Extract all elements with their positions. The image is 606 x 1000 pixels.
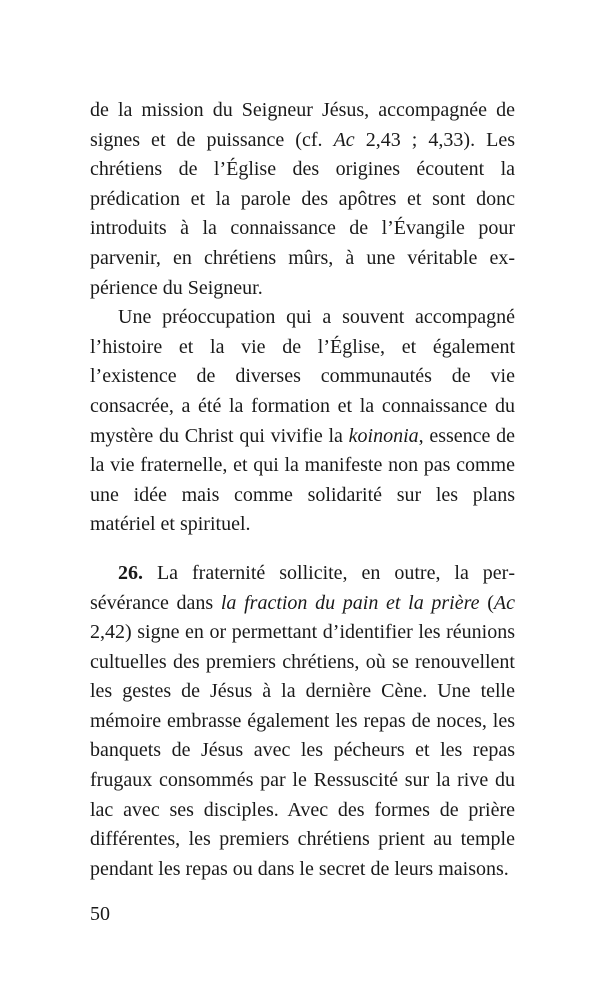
page-body xyxy=(90,96,515,884)
paragraph-3-text-b: ( xyxy=(479,591,494,614)
paragraph-3-quote: la fraction du pain et la prière xyxy=(220,591,480,614)
paragraph-3-reference: Ac xyxy=(493,591,515,614)
paragraph-2-text-a: Une préoccupation qui a souvent accompagné l’histoire et la vie de l’Église, et également l’existence de diverses communautés de vie consacrée, a été la formation et la connaissance du mystère du Christ qui vivifie la xyxy=(90,306,515,447)
paragraph-3-text-a: La fraternité sollicite, en outre, la persévérance dans xyxy=(90,561,515,614)
paragraph-2 xyxy=(90,303,515,540)
paragraph-2-text-b: , essence de la vie fraternelle, et qui la manifeste non pas comme une idée mais comme solidarité sur les plans matériel et spirituel. xyxy=(90,424,516,536)
paragraph-2-term: koinonia xyxy=(348,424,419,447)
paragraph-1-text-b: 2,43 ; 4,33). Les chrétiens de l’Église des origines écoutent la prédication et la parole des apôtres et sont donc introduits à la connaissance de l’Évangile pour parvenir, en chrétiens mûrs, à une véritable expérience du Seigneur. xyxy=(90,128,516,299)
paragraph-3 xyxy=(90,559,515,885)
paragraph-1 xyxy=(90,96,515,303)
paragraph-3-text-c: 2,42) signe en or permettant d’identifier les réunions cultuelles des premiers chrétiens, où se renouvellent les gestes de Jésus à la dernière Cène. Une telle mémoire embrasse également les repas de noces, les banquets de Jésus avec les pécheurs et les repas frugaux consommés par le Ressuscité sur la rive du lac avec ses disciples. Avec des formes de prière différentes, les premiers chrétiens prient au temple pendant les repas ou dans le secret de leurs maisons. xyxy=(90,621,515,880)
paragraph-1-reference: Ac xyxy=(333,128,355,151)
paragraph-1-text-a: de la mission du Seigneur Jésus, accompagnée de signes et de puissance (cf. xyxy=(90,99,515,151)
paragraph-number: 26. xyxy=(118,561,143,584)
page-number: 50 xyxy=(90,903,110,925)
